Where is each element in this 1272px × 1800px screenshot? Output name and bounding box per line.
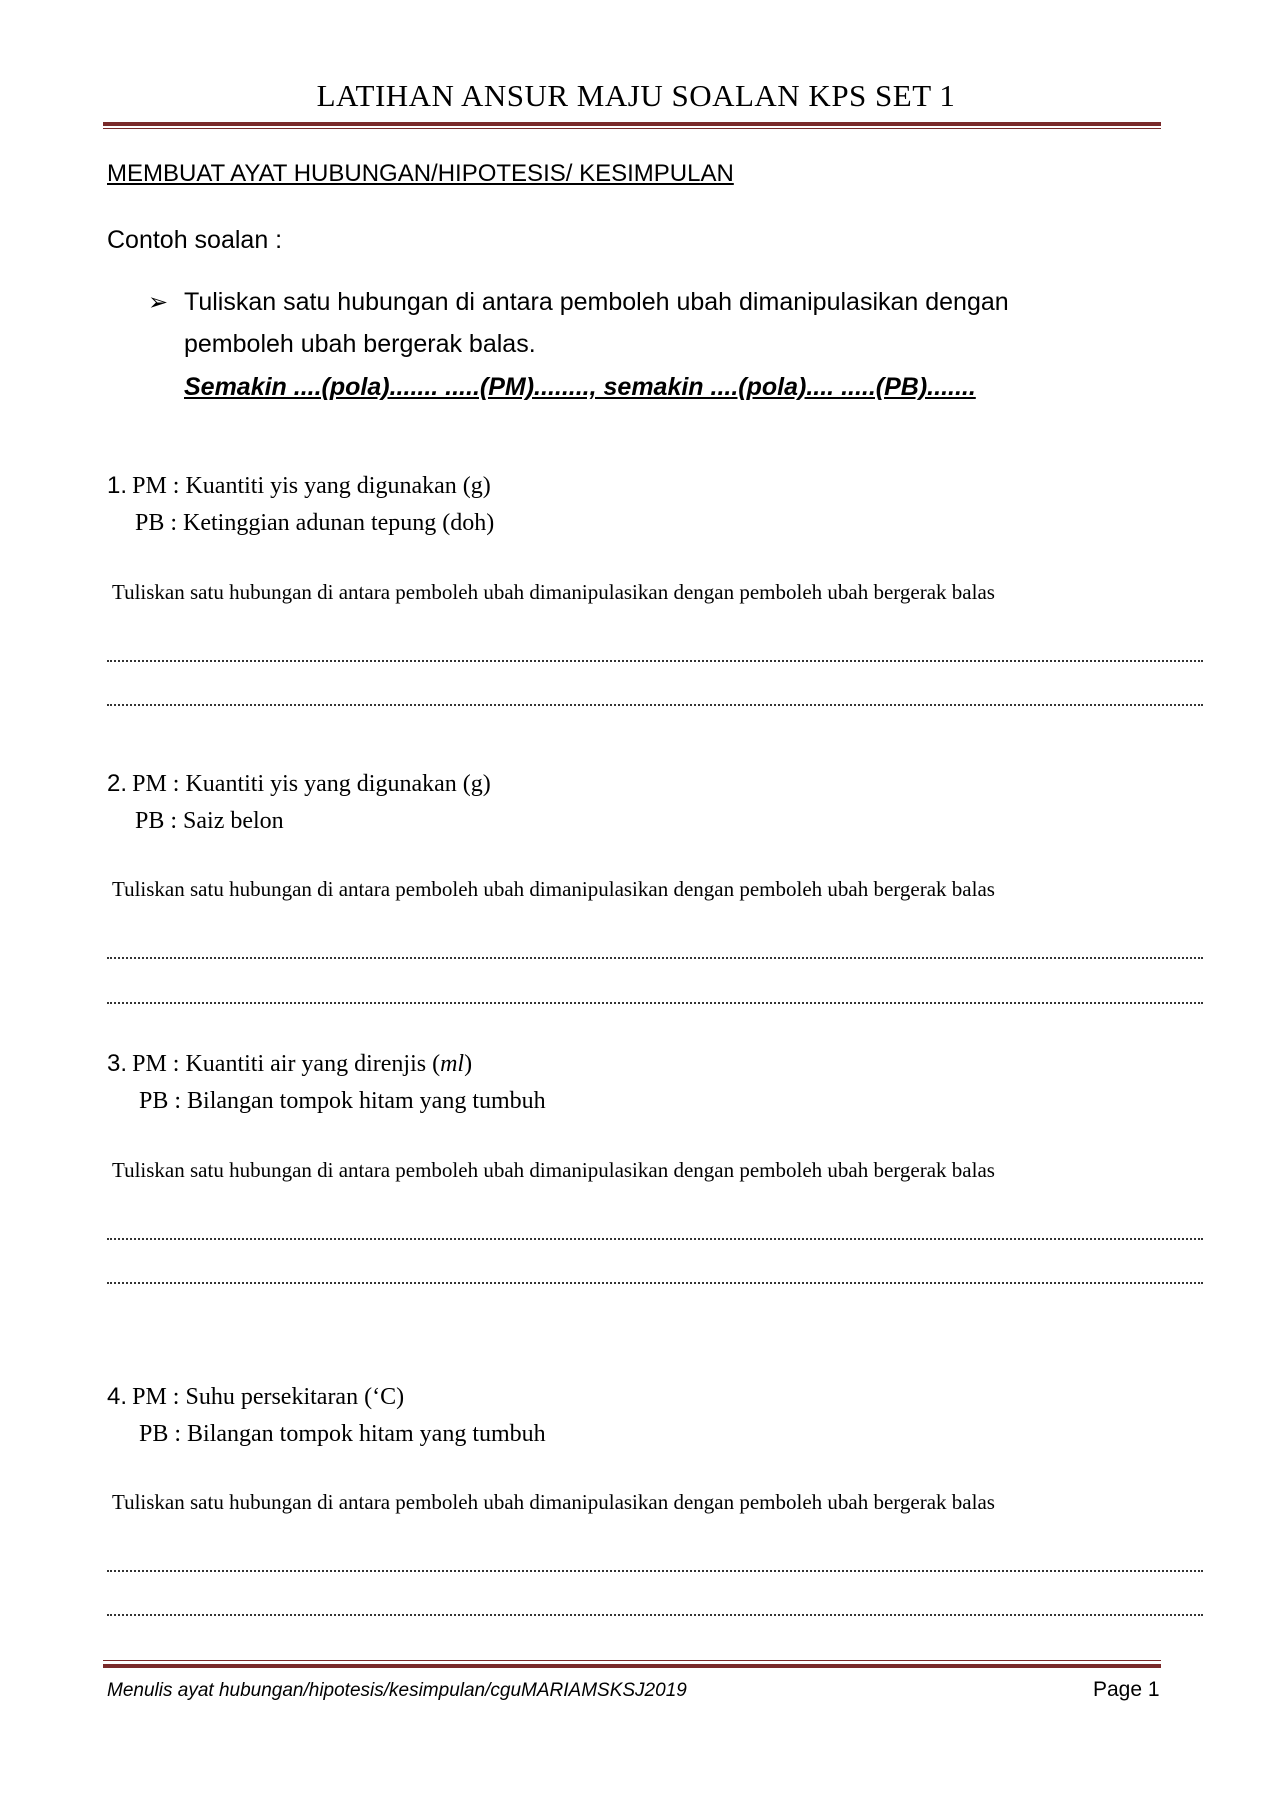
- question-number: 2.: [107, 770, 128, 797]
- answer-line[interactable]: [107, 1238, 1203, 1240]
- example-label: Contoh soalan :: [107, 226, 283, 254]
- question-4-prompt: Tuliskan satu hubungan di antara pemboleh ubah dimanipulasikan dengan pemboleh ubah bergerak balas: [112, 1490, 995, 1514]
- answer-line[interactable]: [107, 704, 1203, 706]
- arrow-bullet-icon: ➢: [148, 289, 169, 316]
- question-2: [107, 770, 491, 798]
- question-pm: PM : Suhu persekitaran (‘C): [132, 1384, 405, 1410]
- answer-template: Semakin ....(pola)....... .....(PM)........, semakin ....(pola).... .....(PB).......: [184, 373, 976, 401]
- question-1-pb: PB : Ketinggian adunan tepung (doh): [135, 510, 495, 536]
- answer-line[interactable]: [107, 957, 1203, 959]
- question-3-pb: PB : Bilangan tompok hitam yang tumbuh: [139, 1088, 546, 1114]
- question-2-prompt: Tuliskan satu hubungan di antara pemboleh ubah dimanipulasikan dengan pemboleh ubah bergerak balas: [112, 877, 995, 901]
- answer-line[interactable]: [107, 1614, 1203, 1616]
- question-number: 4.: [107, 1383, 128, 1410]
- question-pm-prefix: PM : Kuantiti air yang direnjis (: [132, 1051, 441, 1077]
- answer-line[interactable]: [107, 660, 1203, 662]
- question-3: [107, 1050, 472, 1078]
- question-pm: PM : Kuantiti yis yang digunakan (g): [132, 771, 491, 797]
- header-divider-thin: [103, 128, 1161, 129]
- example-instruction-line-2: pemboleh ubah bergerak balas.: [184, 330, 536, 358]
- question-1-prompt: Tuliskan satu hubungan di antara pemboleh ubah dimanipulasikan dengan pemboleh ubah bergerak balas: [112, 580, 995, 604]
- question-4-pb: PB : Bilangan tompok hitam yang tumbuh: [139, 1421, 546, 1447]
- answer-line[interactable]: [107, 1282, 1203, 1284]
- question-pm: PM : Kuantiti yis yang digunakan (g): [132, 473, 491, 499]
- question-number: 3.: [107, 1050, 128, 1077]
- page-title: LATIHAN ANSUR MAJU SOALAN KPS SET 1: [316, 78, 956, 113]
- footer-text: Menulis ayat hubungan/hipotesis/kesimpulan/cguMARIAMSKSJ2019: [107, 1680, 687, 1701]
- question-number: 1.: [107, 472, 128, 499]
- footer-divider-thin: [103, 1660, 1161, 1661]
- header-divider: [103, 122, 1161, 126]
- answer-line[interactable]: [107, 1570, 1203, 1572]
- question-4: [107, 1383, 404, 1411]
- question-pm-unit: ml: [440, 1051, 465, 1077]
- answer-line[interactable]: [107, 1002, 1203, 1004]
- footer-divider: [103, 1664, 1161, 1668]
- question-1: [107, 472, 491, 500]
- section-heading: MEMBUAT AYAT HUBUNGAN/HIPOTESIS/ KESIMPULAN: [107, 160, 734, 187]
- question-pm: [132, 1051, 472, 1077]
- question-3-prompt: Tuliskan satu hubungan di antara pemboleh ubah dimanipulasikan dengan pemboleh ubah bergerak balas: [112, 1158, 995, 1182]
- page-number: Page 1: [1093, 1678, 1160, 1701]
- example-instruction-line-1: Tuliskan satu hubungan di antara pemboleh ubah dimanipulasikan dengan: [184, 288, 1009, 316]
- question-pm-suffix: ): [464, 1051, 473, 1077]
- question-2-pb: PB : Saiz belon: [135, 808, 284, 834]
